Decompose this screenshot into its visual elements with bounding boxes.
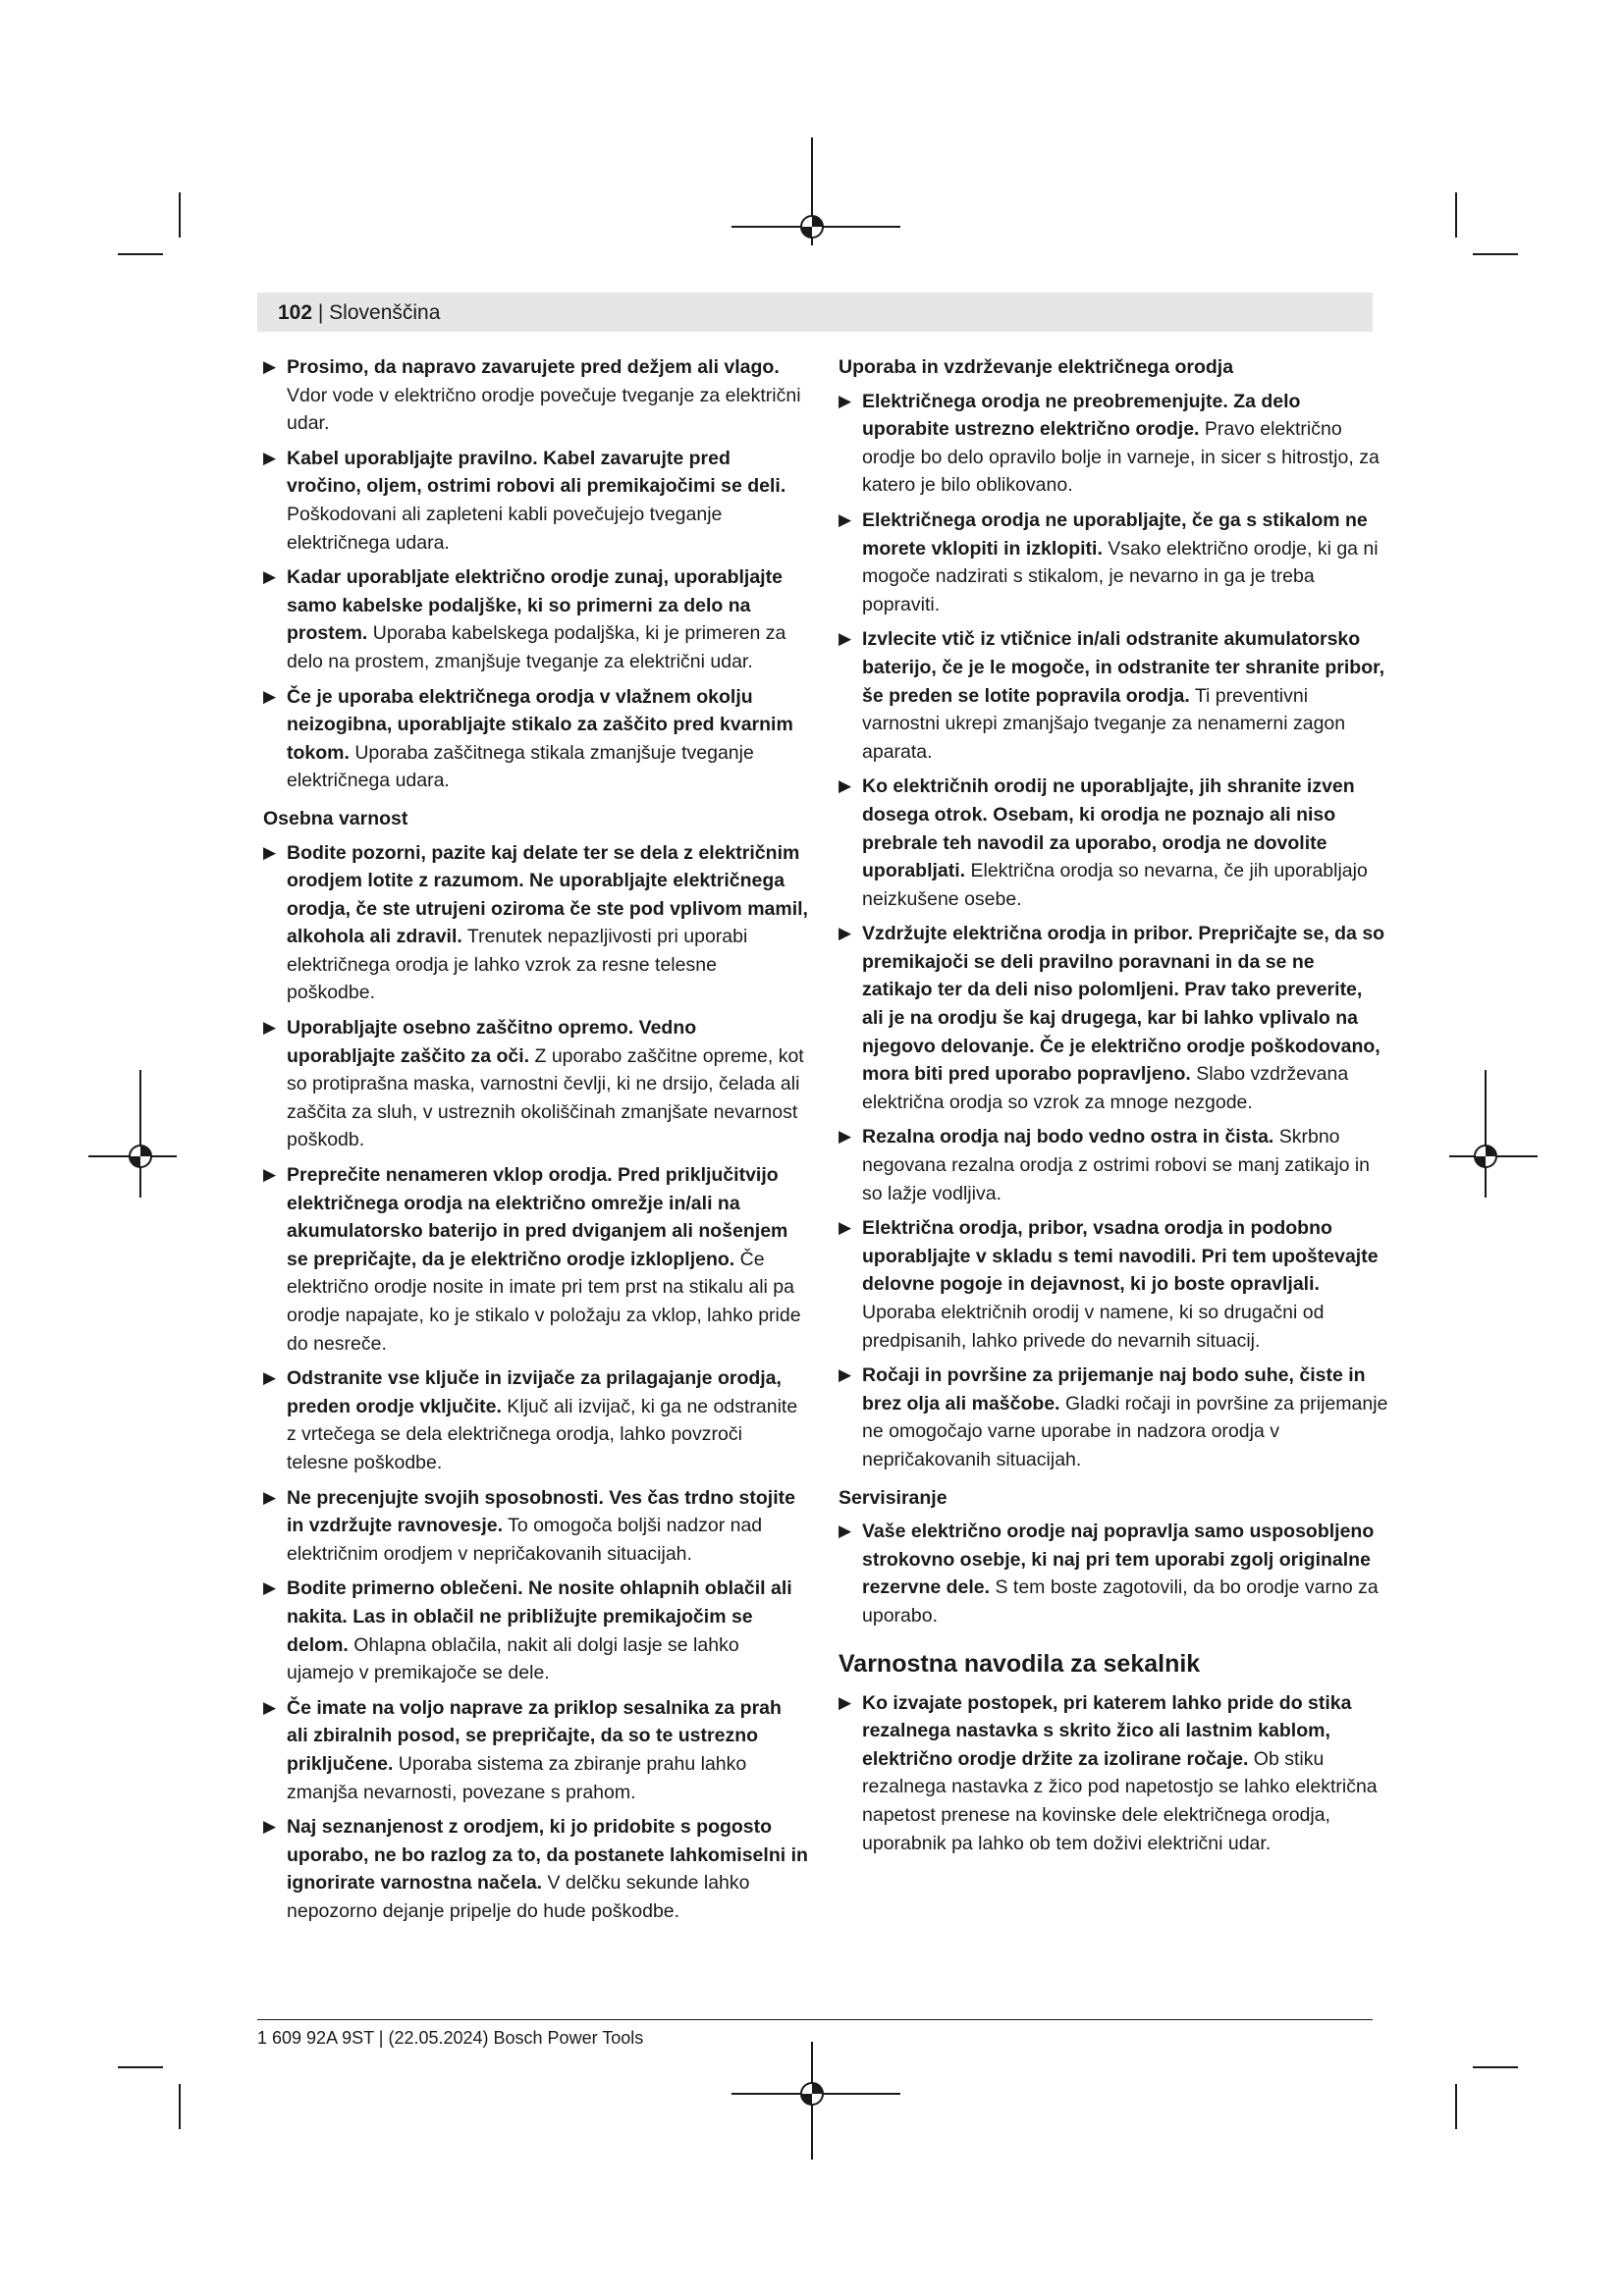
personal-safety-list [263,839,808,1926]
instruction-explanation: Ključ ali izvijač, ki ga ne odstranite z vrtečega se dela električnega orodja, lahko povzroči telesne poškodbe. [287,1395,798,1473]
instruction-bold: Izvlecite vtič iz vtičnice in/ali odstranite akumulatorsko baterijo, če je le mogoče, in odstranite ter shranite pribor, še preden se lotite popravila orodja. [862,628,1385,707]
list-item [263,1364,808,1476]
bullet-arrow-icon: ▶ [263,357,277,376]
header-language: Slovenščina [329,301,441,324]
list-item [263,563,808,675]
instruction-explanation: Poškodovani ali zapleteni kabli povečujejo tveganje električnega udara. [287,503,723,554]
instruction-explanation: Vdor vode v električno orodje povečuje tveganje za električni udar. [287,384,801,435]
instruction-bold: Bodite pozorni, pazite kaj delate ter se dela z električnim orodjem lotite z razumom. Ne uporabljajte električnega orodja, če ste utrujeni oziroma če ste pod vplivom mamil, alkohola ali zdravil. [287,841,808,948]
list-item [839,920,1388,1116]
bullet-arrow-icon: ▶ [263,686,277,706]
list-item [263,1694,808,1806]
crop-mark [118,253,163,255]
bullet-arrow-icon: ▶ [263,842,277,862]
instruction-bold: Prosimo, da napravo zavarujete pred dežjem ali vlago. [287,356,780,378]
section-heading-use-and-care: Uporaba in vzdrževanje električnega orodja [839,356,1234,378]
instruction-explanation: Ti preventivni varnostni ukrepi zmanjšajo tveganje za nenamerni zagon aparata. [862,684,1346,763]
list-item [839,1123,1388,1207]
bullet-arrow-icon: ▶ [839,776,852,796]
instruction-explanation: Uporaba zaščitnega stikala zmanjšuje tveganje električnega udara. [287,741,754,792]
crop-mark [118,2066,163,2068]
section-heading-service: Servisiranje [839,1486,947,1509]
section-heading-personal-safety: Osebna varnost [263,807,408,829]
bullet-arrow-icon: ▶ [263,448,277,467]
crop-mark [1455,192,1457,238]
list-item [839,625,1388,766]
bullet-arrow-icon: ▶ [263,1368,277,1388]
instruction-bold: Preprečite nenameren vklop orodja. Pred priključitvijo električnega orodja na električno omrežje in/ali na akumulatorsko baterijo in pred dviganjem ali nošenjem se prepričajte, da je električno orodje izklopljeno. [287,1164,788,1270]
instruction-explanation: Skrbno negovana rezalna orodja z ostrimi robovi se manj zatikajo in so lažje vodljiva. [862,1126,1371,1204]
service-list [839,1518,1388,1629]
list-item [263,1161,808,1358]
instruction-bold: Odstranite vse ključe in izvijače za prilagajanje orodja, preden orodje vključite. [287,1367,782,1417]
bullet-arrow-icon: ▶ [839,1522,852,1541]
instruction-bold: Vzdržujte električna orodja in pribor. Prepričajte se, da so premikajoči se deli pravilno poravnani in da se ne zatikajo ter da deli niso polomljeni. Prav tako preverite, ali je na orodju še kaj drugega, kar bi lahko vplivalo na njegovo delovanje. Če je električno orodje poškodovano, mora biti pred uporabo popravljeno. [862,923,1385,1086]
instruction-explanation: V delčku sekunde lahko nepozorno dejanje pripelje do hude poškodbe. [287,1872,750,1922]
list-item [263,683,808,795]
use-and-care-list [839,388,1388,1474]
list-item [263,353,808,438]
crop-mark [1473,253,1518,255]
instruction-explanation: Z uporabo zaščitne opreme, kot so protiprašna maska, varnostni čevlji, ki ne drsijo, čelada ali zaščita za sluh, v ustreznih okoliščinah zmanjšate nevarnost poškodb. [287,1044,804,1151]
list-item [263,445,808,557]
list-item [263,839,808,1008]
instruction-explanation: Slabo vzdrževana električna orodja so vzrok za mnoge nezgode. [862,1063,1349,1113]
instruction-explanation: Uporaba električnih orodij v namene, ki so drugačni od predpisanih, lahko privede do nevarnih situacij. [862,1302,1325,1352]
bullet-arrow-icon: ▶ [263,1578,277,1598]
instruction-bold: Ko električnih orodij ne uporabljajte, jih shranite izven dosega otrok. Osebam, ki orodja ne poznajo ali niso prebrale teh navodil za uporabo, orodja ne dovolite uporabljati. [862,775,1355,882]
list-item [263,1014,808,1154]
instruction-bold: Ročaji in površine za prijemanje naj bodo suhe, čiste in brez olja ali maščobe. [862,1364,1366,1415]
instruction-explanation: Gladki ročaji in površine za prijemanje ne omogočajo varne uporabe in nadzora orodja v nepričakovanih situacijah. [862,1392,1388,1470]
instruction-bold: Kabel uporabljajte pravilno. Kabel zavarujte pred vročino, oljem, ostrimi robovi ali premikajočimi se deli. [287,447,786,498]
registration-crosshair-icon [797,2079,827,2109]
list-item [263,1575,808,1686]
instruction-explanation: Električna orodja so nevarna, če jih uporabljajo neizkušene osebe. [862,860,1368,910]
bullet-arrow-icon: ▶ [263,567,277,587]
bullet-arrow-icon: ▶ [839,1218,852,1238]
instruction-bold: Električna orodja, pribor, vsadna orodja in podobno uporabljajte v skladu s temi navodili. Pri tem upoštevajte delovne pogoje in dejavnost, ki jo boste opravljali. [862,1217,1379,1296]
bullet-arrow-icon: ▶ [263,1697,277,1717]
instruction-explanation: Ob stiku rezalnega nastavka z žico pod napetostjo se lahko električna napetost prenese na kovinske dele električnega orodja, uporabnik pa lahko ob tem doživi električni udar. [862,1747,1378,1854]
crop-mark [179,192,181,238]
electrical-safety-list [263,353,808,795]
instruction-explanation: Uporaba kabelskega podaljška, ki je primeren za delo na prostem, zmanjšuje tveganje za električni udar. [287,622,786,672]
instruction-explanation: Vsako električno orodje, ki ga ni mogoče nadzirati s stikalom, je nevarno in ga je treba popraviti. [862,537,1379,615]
right-column [839,353,1388,1864]
instruction-bold: Kadar uporabljate električno orodje zunaj, uporabljajte samo kabelske podaljške, ki so primerni za delo na prostem. [287,566,783,645]
bullet-arrow-icon: ▶ [839,509,852,529]
registration-crosshair-icon [797,212,827,241]
crop-mark [1455,2084,1457,2129]
chipper-safety-list [839,1689,1388,1858]
bullet-arrow-icon: ▶ [839,629,852,649]
instruction-bold: Električnega orodja ne uporabljajte, če ga s stikalom ne morete vklopiti in izklopiti. [862,508,1368,560]
list-item [839,1689,1388,1858]
instruction-bold: Uporabljajte osebno zaščitno opremo. Vedno uporabljajte zaščito za oči. [287,1017,697,1067]
bullet-arrow-icon: ▶ [839,391,852,410]
section-heading-chipper-safety: Varnostna navodila za sekalnik [839,1649,1201,1678]
page-number: 102 [278,301,313,324]
crop-mark [179,2084,181,2129]
instruction-bold: Električnega orodja ne preobremenjujte. Za delo uporabite ustrezno električno orodje. [862,390,1301,441]
bullet-arrow-icon: ▶ [263,1018,277,1038]
instruction-explanation: Če električno orodje nosite in imate pri tem prst na stikalu ali pa orodje napajate, ko je stikalo v položaju za vklop, lahko pride do nesreče. [287,1248,801,1355]
bullet-arrow-icon: ▶ [263,1165,277,1185]
list-item [839,1362,1388,1473]
instruction-explanation: Uporaba sistema za zbiranje prahu lahko zmanjša nevarnosti, povezane s prahom. [287,1752,747,1803]
bullet-arrow-icon: ▶ [839,924,852,943]
page-footer: 1 609 92A 9ST | (22.05.2024) Bosch Power Tools [257,2028,644,2048]
registration-crosshair-icon [126,1142,155,1171]
bullet-arrow-icon: ▶ [839,1365,852,1385]
instruction-explanation: S tem boste zagotovili, da bo orodje varno za uporabo. [862,1576,1379,1627]
crop-mark [1473,2066,1518,2068]
list-item [839,1518,1388,1629]
instruction-bold: Če imate na voljo naprave za priklop sesalnika za prah ali zbiralnih posod, se prepričajte, da so te ustrezno priključene. [287,1696,782,1775]
instruction-bold: Vaše električno orodje naj popravlja samo usposobljeno strokovno osebje, ki naj pri tem uporabi zgolj originalne rezervne dele. [862,1521,1375,1599]
list-item [839,388,1388,500]
instruction-bold: Rezalna orodja naj bodo vedno ostra in čista. [862,1126,1274,1148]
list-item [839,773,1388,913]
instruction-bold: Če je uporaba električnega orodja v vlažnem okolju neizogibna, uporabljajte stikalo za zaščito pred kvarnim tokom. [287,685,793,764]
page-header [278,300,440,326]
instruction-bold: Ko izvajate postopek, pri katerem lahko pride do stika rezalnega nastavka s skrito žico ali lastnim kablom, električno orodje držite za izolirane ročaje. [862,1691,1352,1770]
bullet-arrow-icon: ▶ [263,1817,277,1837]
registration-line [1485,1070,1487,1198]
list-item [263,1484,808,1569]
list-item [263,1813,808,1925]
bullet-arrow-icon: ▶ [839,1127,852,1147]
instruction-explanation: To omogoča boljši nadzor nad električnim orodjem v nepričakovanih situacijah. [287,1515,763,1565]
registration-crosshair-icon [1471,1142,1500,1171]
footer-rule [257,2019,1373,2020]
header-separator: | [312,301,330,324]
list-item [839,507,1388,618]
instruction-explanation: Pravo električno orodje bo delo opravilo bolje in varneje, in sicer s hitrostjo, za katero je bilo oblikovano. [862,418,1380,497]
instruction-explanation: Ohlapna oblačila, nakit ali dolgi lasje se lahko ujamejo v premikajoče se dele. [287,1633,739,1684]
instruction-bold: Bodite primerno oblečeni. Ne nosite ohlapnih oblačil ali nakita. Las in oblačil ne približujte premikajočim se delom. [287,1577,792,1656]
instruction-bold: Naj seznanjenost z orodjem, ki jo pridobite s pogosto uporabo, ne bo razlog za to, da postanete lahkomiselni in ignorirate varnostna načela. [287,1816,808,1895]
instruction-bold: Ne precenjujte svojih sposobnosti. Ves čas trdno stojite in vzdržujte ravnovesje. [287,1486,795,1537]
bullet-arrow-icon: ▶ [263,1487,277,1507]
left-column [263,353,808,1932]
list-item [839,1214,1388,1355]
instruction-explanation: Trenutek nepazljivosti pri uporabi električnega orodja je lahko vzrok za resne telesne poškodbe. [287,926,748,1004]
registration-line [139,1070,141,1198]
bullet-arrow-icon: ▶ [839,1692,852,1712]
